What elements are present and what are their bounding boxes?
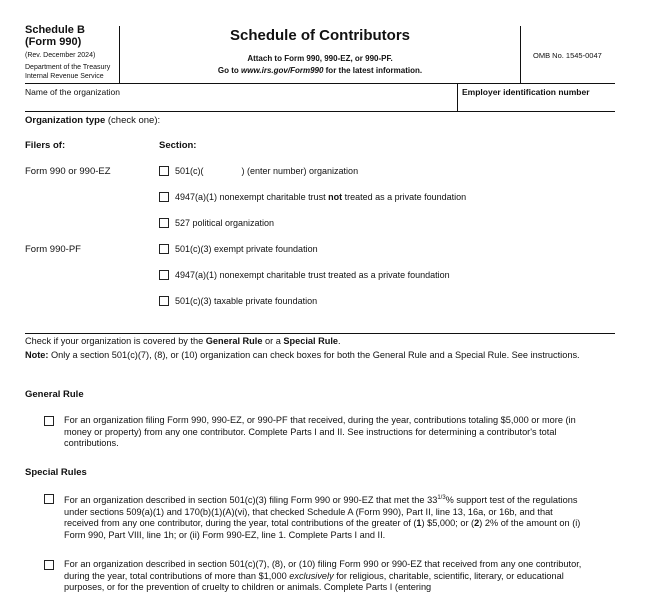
goto-url[interactable]: www.irs.gov/Form990	[241, 66, 324, 75]
attach-line: Attach to Form 990, 990-EZ, or 990-PF.	[247, 54, 393, 63]
ein-label: Employer identification number	[462, 87, 590, 97]
option-4947-pf: 4947(a)(1) nonexempt charitable trust treated as a private foundation	[175, 270, 450, 280]
special-rules-heading: Special Rules	[25, 467, 87, 478]
form-ref: (Form 990)	[25, 36, 82, 48]
special2-exclusively: exclusively	[289, 570, 334, 581]
org-type-suffix: (check one):	[105, 115, 161, 126]
option-501c-suffix: ) (enter number) organization	[241, 166, 359, 176]
checkbox-special-rule-2[interactable]	[44, 560, 54, 570]
note-label: Note:	[25, 350, 49, 360]
option-4947-prefix: 4947(a)(1) nonexempt charitable trust	[175, 192, 329, 202]
option-501c-prefix: 501(c)(	[175, 166, 204, 176]
form990-label: Form 990 or 990-EZ	[25, 166, 111, 177]
rev-date: (Rev. December 2024)	[25, 52, 96, 59]
option-4947-suffix: treated as a private foundation	[342, 192, 467, 202]
form990pf-label: Form 990-PF	[25, 244, 81, 255]
org-type-bottom-rule	[25, 333, 615, 334]
special-rule-2-text	[64, 559, 584, 594]
org-name-label: Name of the organization	[25, 87, 120, 97]
goto-line	[120, 66, 520, 75]
rule-check-period: .	[338, 336, 341, 346]
checkbox-501c3-exempt-pf[interactable]	[159, 244, 169, 254]
special1-fraction: 1/3	[437, 495, 446, 501]
option-501c3-exempt-pf: 501(c)(3) exempt private foundation	[175, 244, 318, 254]
ein-field[interactable]	[462, 98, 612, 110]
section-label: Section:	[159, 140, 197, 151]
option-527: 527 political organization	[175, 218, 275, 228]
special2-part-b: for religious, charitable, scientific, literary, or educational purposes, or for the prevention of cruelty to children or animals. Complete Parts I (entering	[64, 570, 564, 592]
general-rule-ref: General Rule	[205, 336, 263, 346]
option-501c3-taxable-pf: 501(c)(3) taxable private foundation	[175, 296, 318, 306]
checkbox-501c[interactable]	[159, 166, 169, 176]
schedule-id-block	[25, 24, 119, 81]
special2-part-a: For an organization described in section 501(c)(7), (8), or (10) filing Form 990 or 990-EZ that received from any one contributor, during the year, total contributions of more than $1,000	[64, 559, 582, 581]
option-501c	[175, 166, 358, 176]
header-bottom-rule	[25, 83, 615, 84]
rule-check-or: or a	[262, 336, 284, 346]
dept-line-1: Department of the Treasury	[25, 64, 111, 71]
rule-check-prefix: Check if your organization is covered by the	[25, 336, 206, 346]
goto-prefix: Go to	[217, 66, 242, 75]
org-type-label: Organization type	[25, 115, 106, 126]
omb-number: OMB No. 1545-0047	[533, 51, 602, 60]
filers-label: Filers of:	[25, 140, 66, 151]
special1-num-1: 1	[416, 518, 422, 529]
rule-check-line	[25, 336, 615, 348]
note-text: Only a section 501(c)(7), (8), or (10) organization can check boxes for both the General Rule and a Special Rule. See instructions.	[48, 350, 580, 360]
checkbox-501c3-taxable-pf[interactable]	[159, 296, 169, 306]
special1-part-b: % support test of the regulations under sections 509(a)(1) and 170(b)(1)(A)(vi), that checked Schedule A (Form 990), Part II, line 13, 16a, or 16b, and that received from any one contributor, during the year, total contributions of the greater of (	[64, 495, 578, 529]
option-4947-not-pf	[175, 192, 466, 202]
checkbox-527[interactable]	[159, 218, 169, 228]
checkbox-4947-pf[interactable]	[159, 270, 169, 280]
page-title: Schedule of Contributors	[230, 27, 410, 44]
org-name-field[interactable]	[25, 98, 455, 110]
special1-part-d: ) 2% of the amount on (i) Form 990, Part VIII, line 1h; or (ii) Form 990-EZ, line 1. Complete Parts I and II.	[64, 518, 581, 540]
special-rule-ref: Special Rule	[283, 336, 339, 346]
special-rule-1-text	[64, 493, 584, 541]
header-divider-right	[520, 26, 521, 83]
ein-divider	[457, 83, 458, 111]
special1-part-c: ) $5,000; or (	[421, 518, 475, 529]
rules-note	[25, 350, 595, 362]
general-rule-heading: General Rule	[25, 389, 84, 400]
checkbox-general-rule[interactable]	[44, 416, 54, 426]
org-type-heading	[25, 115, 160, 126]
checkbox-4947-not-pf[interactable]	[159, 192, 169, 202]
option-4947-not: not	[328, 192, 343, 202]
schedule-title: Schedule B	[25, 24, 85, 36]
checkbox-special-rule-1[interactable]	[44, 494, 54, 504]
special1-part-a: For an organization described in section 501(c)(3) filing Form 990 or 990-EZ that met the 33	[64, 495, 438, 506]
dept-line-2: Internal Revenue Service	[25, 73, 104, 80]
special1-num-2: 2	[474, 518, 480, 529]
name-row-bottom-rule	[25, 111, 615, 112]
goto-suffix: for the latest information.	[323, 66, 423, 75]
general-rule-text: For an organization filing Form 990, 990-EZ, or 990-PF that received, during the year, contributions totaling $5,000 or more (in money or property) from any one contributor. Complete Parts I and II. See instructions for determining a contributor's total contributions.	[64, 415, 576, 448]
